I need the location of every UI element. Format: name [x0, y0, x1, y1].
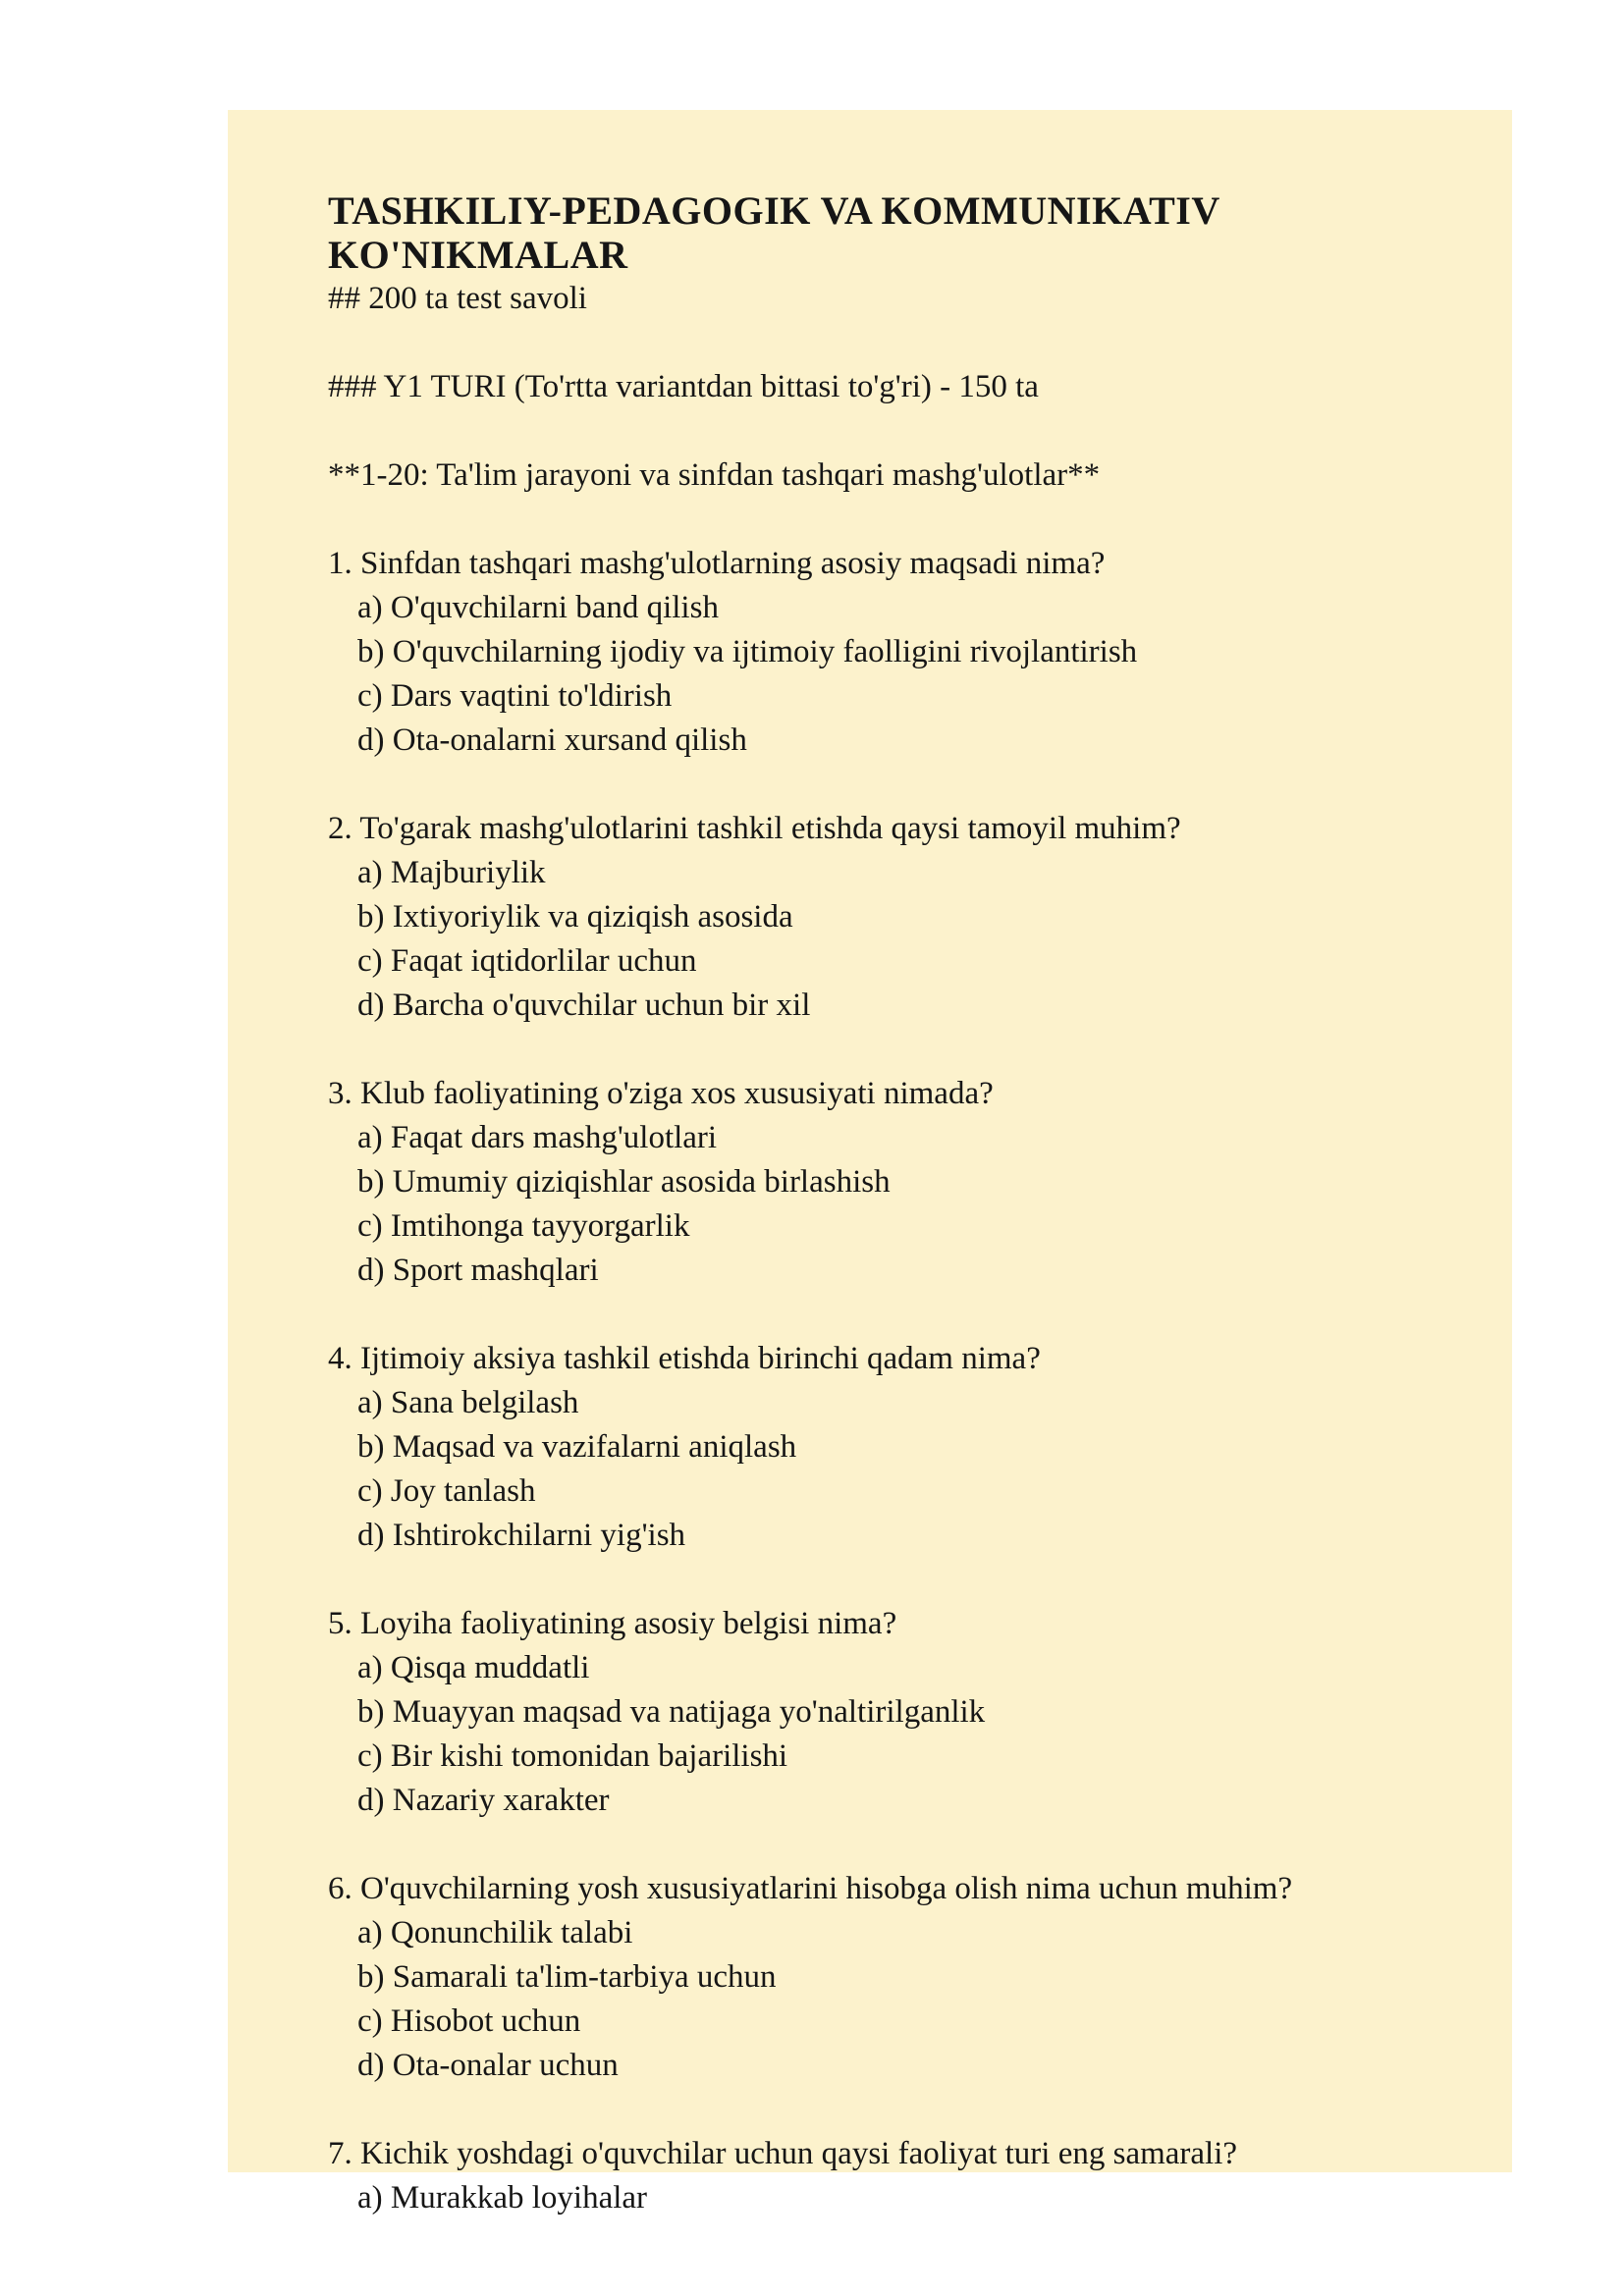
option-c: c) Dars vaqtini to'ldirish: [357, 678, 673, 714]
option-c: c) Bir kishi tomonidan bajarilishi: [357, 1738, 788, 1774]
option-d: d) Nazariy xarakter: [357, 1783, 610, 1818]
question-text: 6. O'quvchilarning yosh xususiyatlarini hisobga olish nima uchun muhim?: [328, 1871, 1293, 1906]
option-a: a) Murakkab loyihalar: [357, 2180, 648, 2216]
option-a: a) Majburiylik: [357, 855, 546, 890]
option-a: a) O'quvchilarni band qilish: [357, 590, 719, 625]
option-a: a) Qonunchilik talabi: [357, 1915, 633, 1950]
option-c: c) Faqat iqtidorlilar uchun: [357, 943, 697, 979]
option-c: c) Imtihonga tayyorgarlik: [357, 1208, 690, 1244]
option-b: b) O'quvchilarning ijodiy va ijtimoiy faolligini rivojlantirish: [357, 634, 1138, 669]
option-c: c) Joy tanlash: [357, 1473, 536, 1509]
option-b: b) Maqsad va vazifalarni aniqlash: [357, 1429, 797, 1465]
question-block-6: [328, 1867, 1471, 2088]
document-page: [228, 110, 1512, 2216]
question-text: 1. Sinfdan tashqari mashg'ulotlarning asosiy maqsadi nima?: [328, 546, 1106, 581]
question-block-7: [328, 2132, 1471, 2220]
document-subtitle: ## 200 ta test savoli: [328, 281, 587, 316]
section-heading-block: [328, 365, 1471, 409]
option-c: c) Hisobot uchun: [357, 2003, 581, 2039]
document-content: [228, 110, 1512, 2220]
document-title: TASHKILIY-PEDAGOGIK VA KOMMUNIKATIV KO'NIKMALAR: [328, 188, 1220, 277]
option-d: d) Ota-onalar uchun: [357, 2048, 619, 2083]
option-d: d) Sport mashqlari: [357, 1253, 599, 1288]
option-d: d) Barcha o'quvchilar uchun bir xil: [357, 988, 811, 1023]
question-block-4: [328, 1337, 1471, 1558]
question-block-3: [328, 1072, 1471, 1293]
option-b: b) Samarali ta'lim-tarbiya uchun: [357, 1959, 777, 1995]
question-text: 3. Klub faoliyatining o'ziga xos xususiyati nimada?: [328, 1076, 994, 1111]
section-heading: ### Y1 TURI (To'rtta variantdan bittasi to'g'ri) - 150 ta: [328, 369, 1039, 404]
option-a: a) Qisqa muddatli: [357, 1650, 590, 1685]
question-block-5: [328, 1602, 1471, 1823]
topic-heading: **1-20: Ta'lim jarayoni va sinfdan tashqari mashg'ulotlar**: [328, 457, 1101, 493]
option-b: b) Muayyan maqsad va natijaga yo'naltirilganlik: [357, 1694, 986, 1730]
question-text: 2. To'garak mashg'ulotlarini tashkil etishda qaysi tamoyil muhim?: [328, 811, 1181, 846]
option-d: d) Ishtirokchilarni yig'ish: [357, 1518, 686, 1553]
question-text: 5. Loyiha faoliyatining asosiy belgisi nima?: [328, 1606, 897, 1641]
option-b: b) Ixtiyoriylik va qiziqish asosida: [357, 899, 793, 934]
option-a: a) Faqat dars mashg'ulotlari: [357, 1120, 718, 1155]
option-d: d) Ota-onalarni xursand qilish: [357, 722, 747, 758]
option-a: a) Sana belgilash: [357, 1385, 579, 1420]
question-block-1: [328, 542, 1471, 763]
option-b: b) Umumiy qiziqishlar asosida birlashish: [357, 1164, 891, 1200]
question-text: 7. Kichik yoshdagi o'quvchilar uchun qaysi faoliyat turi eng samarali?: [328, 2136, 1238, 2171]
topic-heading-block: [328, 454, 1471, 498]
question-block-2: [328, 807, 1471, 1028]
question-text: 4. Ijtimoiy aksiya tashkil etishda birinchi qadam nima?: [328, 1341, 1041, 1376]
document-header: [328, 188, 1471, 321]
